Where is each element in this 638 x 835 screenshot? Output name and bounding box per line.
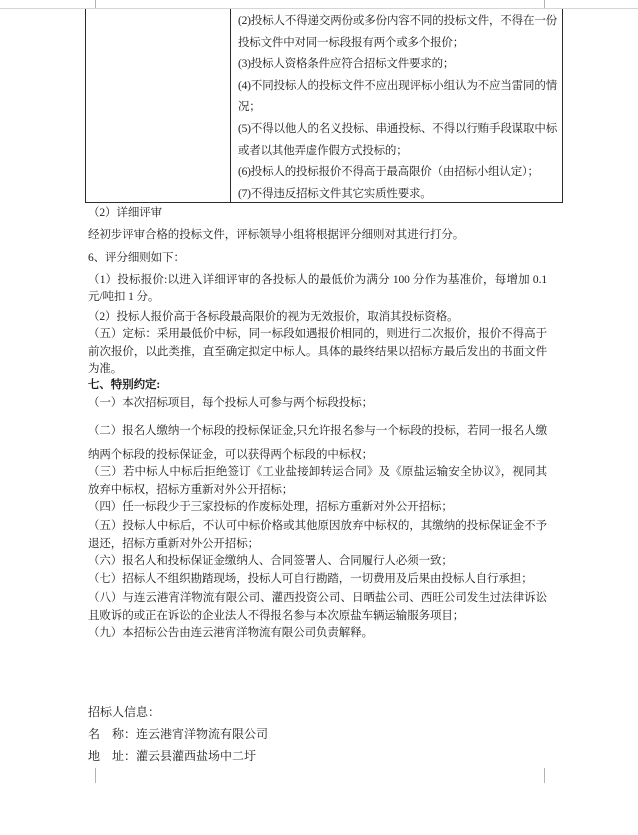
body-paragraph: （1）投标报价:以进入详细评审的各投标人的最低价为满分 100 分作为基准价，每增加 0.1 元/吨扣 1 分。 <box>88 274 547 303</box>
body-paragraph: 6、评分细则如下： <box>88 252 185 264</box>
body-paragraph: （2）投标人报价高于各标段最高限价的视为无效报价，取消其投标资格。 <box>88 311 459 323</box>
evaluation-rules-table <box>85 9 563 203</box>
table-item: (7)不得违反招标文件其它实质性要求。 <box>238 187 432 200</box>
body-paragraph: （一）本次招标项目，每个投标人可参与两个标段投标； <box>88 397 373 409</box>
margin-mark-bottom-right <box>544 768 545 783</box>
bidder-info-name: 名 称：连云港宵洋物流有限公司 <box>88 727 269 741</box>
margin-mark-top-right <box>544 0 545 8</box>
body-paragraph: （六）报名人和投标保证金缴纳人、合同签署人、合同履行人必须一致； <box>88 555 453 567</box>
table-cell-left-empty <box>86 9 231 202</box>
table-item: (3)投标人资格条件应符合招标文件要求的； <box>238 58 455 71</box>
body-paragraph: （四）任一标段少于三家投标的作废标处理，招标方重新对外公开招标； <box>88 501 453 513</box>
section-heading-special-provisions: 七、特别约定: <box>88 379 161 391</box>
body-paragraph: （五）投标人中标后，不认可中标价格或其他原因放弃中标权的，其缴纳的投标保证金不予退还，招标方重新对外公开招标； <box>88 520 547 550</box>
body-paragraph: （五）定标：采用最低价中标，同一标段如遇报价相同的，则进行二次报价，报价不得高于前次报价，以此类推，直至确定拟定中标人。具体的最终结果以招标方最后发出的书面文件为准。 <box>88 328 547 375</box>
table-item: (5)不得以他人的名义投标、串通投标、不得以行贿手段谋取中标或者以其他弄虚作假方式投标的； <box>238 122 557 157</box>
body-paragraph: （二）报名人缴纳一个标段的投标保证金,只允许报名参与一个标段的投标，若同一报名人缴纳两个标段的投标保证金，可以获得两个标段的中标权； <box>88 425 547 461</box>
bidder-info-address: 地 址：灌云县灌西盐场中二圩 <box>88 749 257 763</box>
margin-mark-top-left <box>95 0 96 8</box>
body-paragraph: （八）与连云港宵洋物流有限公司、灌西投资公司、日晒盐公司、西旺公司发生过法律诉讼且败诉的或正在诉讼的企业法人不得报名参与本次原盐车辆运输服务项目； <box>88 592 547 622</box>
table-item: (4)不同投标人的投标文件不应出现评标小组认为不应当雷同的情况； <box>238 79 557 114</box>
body-paragraph: （九）本招标公告由连云港宵洋物流有限公司负责解释。 <box>88 627 373 639</box>
body-paragraph: 经初步评审合格的投标文件，评标领导小组将根据评分细则对其进行打分。 <box>88 229 465 241</box>
body-paragraph: （2）详细评审 <box>88 207 163 219</box>
table-item: (2)投标人不得递交两份或多份内容不同的投标文件，不得在一份投标文件中对同一标段报有两个或多个报价； <box>238 15 557 49</box>
bidder-info-heading: 招标人信息： <box>88 705 161 719</box>
body-paragraph: （三）若中标人中标后拒绝签订《工业盐接卸转运合同》及《原盐运输安全协议》，视同其放弃中标权，招标方重新对外公开招标； <box>88 466 547 496</box>
table-item: (6)投标人的投标报价不得高于最高限价（由招标小组认定）； <box>238 166 539 179</box>
table-cell-right <box>231 9 562 202</box>
margin-mark-bottom-left <box>95 768 96 783</box>
body-paragraph: （七）招标人不组织勘踏现场，投标人可自行勘踏，一切费用及后果由投标人自行承担； <box>88 573 533 585</box>
